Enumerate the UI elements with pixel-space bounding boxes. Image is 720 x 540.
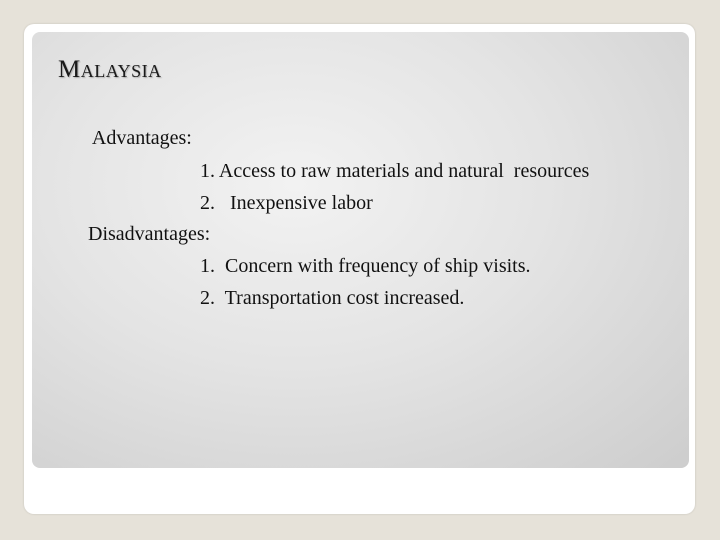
advantage-item-2: 2. Inexpensive labor bbox=[200, 192, 373, 214]
disadvantage-item-2: 2. Transportation cost increased. bbox=[200, 287, 465, 309]
disadvantage-item-1: 1. Concern with frequency of ship visits. bbox=[200, 255, 531, 277]
advantages-heading: Advantages: bbox=[88, 127, 192, 149]
disadvantages-heading: Disadvantages: bbox=[88, 223, 211, 245]
advantage-item-1: 1. Access to raw materials and natural resources bbox=[200, 160, 590, 182]
content-panel bbox=[32, 32, 689, 468]
slide-title: Malaysia bbox=[58, 56, 162, 83]
